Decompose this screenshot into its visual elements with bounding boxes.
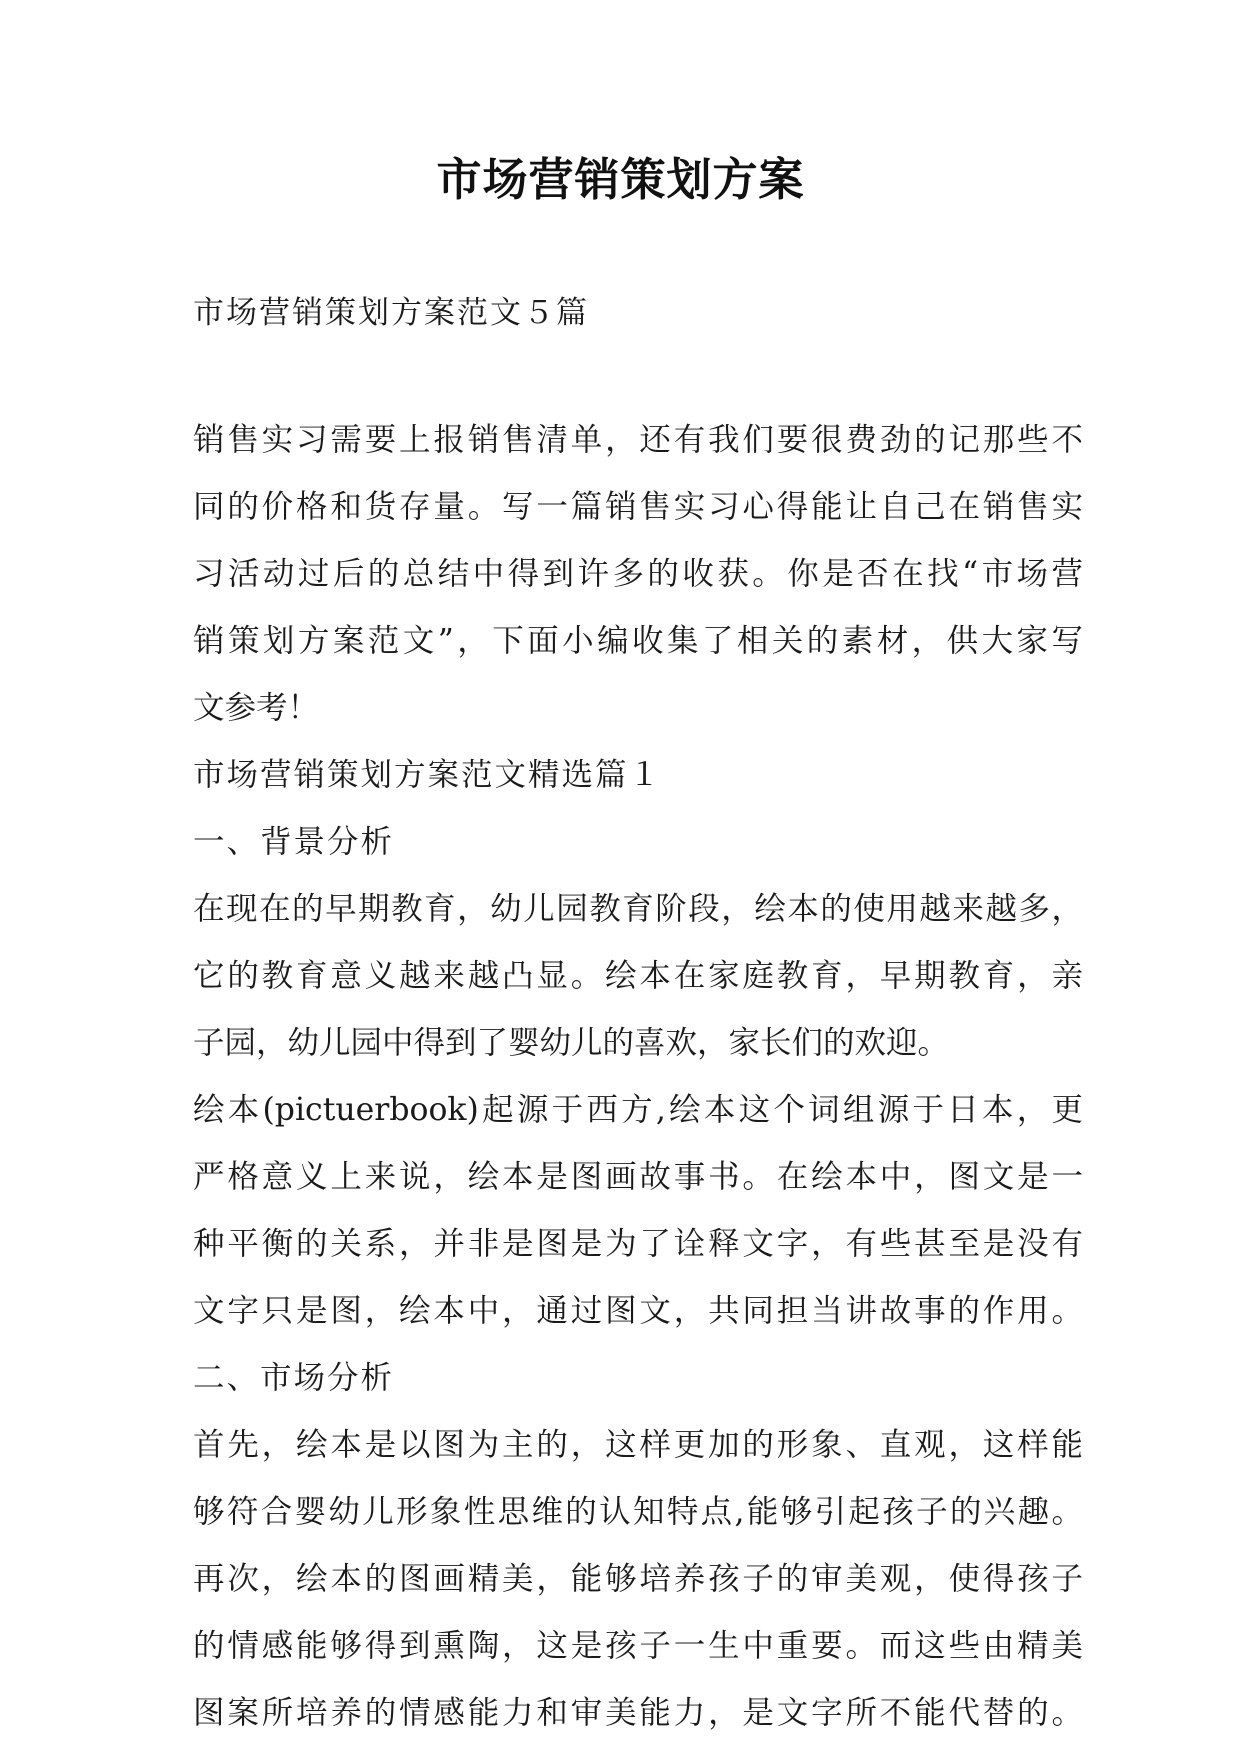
part1-heading: 一、背景分析 [193, 824, 395, 860]
intro-line: 习活动过后的总结中得到许多的收获。你是否在找“市场营 [193, 556, 1083, 592]
paragraph-line: 种平衡的关系，并非是图是为了诠释文字，有些甚至是没有 [193, 1226, 1083, 1262]
intro-line: 同的价格和货存量。写一篇销售实习心得能让自己在销售实 [193, 489, 1083, 525]
paragraph-line: 在现在的早期教育，幼儿园教育阶段，绘本的使用越来越多， [193, 891, 1083, 927]
paragraph-line: 严格意义上来说，绘本是图画故事书。在绘本中，图文是一 [193, 1159, 1083, 1195]
intro-line: 文参考！ [193, 690, 320, 726]
paragraph-line: 图案所培养的情感能力和审美能力，是文字所不能代替的。 [193, 1695, 1083, 1731]
paragraph-line: 它的教育意义越来越凸显。绘本在家庭教育，早期教育，亲 [193, 958, 1083, 994]
intro-line: 销售实习需要上报销售清单，还有我们要很费劲的记那些不 [193, 422, 1083, 458]
paragraph-line: 子园，幼儿园中得到了婴幼儿的喜欢，家长们的欢迎。 [193, 1025, 950, 1061]
paragraph-line: 够符合婴幼儿形象性思维的认知特点,能够引起孩子的兴趣。 [193, 1494, 1083, 1530]
document-title: 市场营销策划方案 [436, 153, 805, 206]
part2-heading: 二、市场分析 [193, 1360, 395, 1396]
section-title: 市场营销策划方案范文精选篇１ [193, 757, 663, 793]
intro-line: 销策划方案范文”，下面小编收集了相关的素材，供大家写 [193, 623, 1083, 659]
paragraph-line: 文字只是图，绘本中，通过图文，共同担当讲故事的作用。 [193, 1293, 1083, 1329]
document-body [193, 407, 1083, 1747]
paragraph-line: 的情感能够得到熏陶，这是孩子一生中重要。而这些由精美 [193, 1628, 1083, 1664]
paragraph-line: 绘本(pictuerbook)起源于西方,绘本这个词组源于日本，更 [193, 1092, 1083, 1128]
paragraph-line: 首先，绘本是以图为主的，这样更加的形象、直观，这样能 [193, 1427, 1083, 1463]
document-subtitle: 市场营销策划方案范文５篇 [193, 295, 589, 331]
paragraph-line: 再次，绘本的图画精美，能够培养孩子的审美观，使得孩子 [193, 1561, 1083, 1597]
